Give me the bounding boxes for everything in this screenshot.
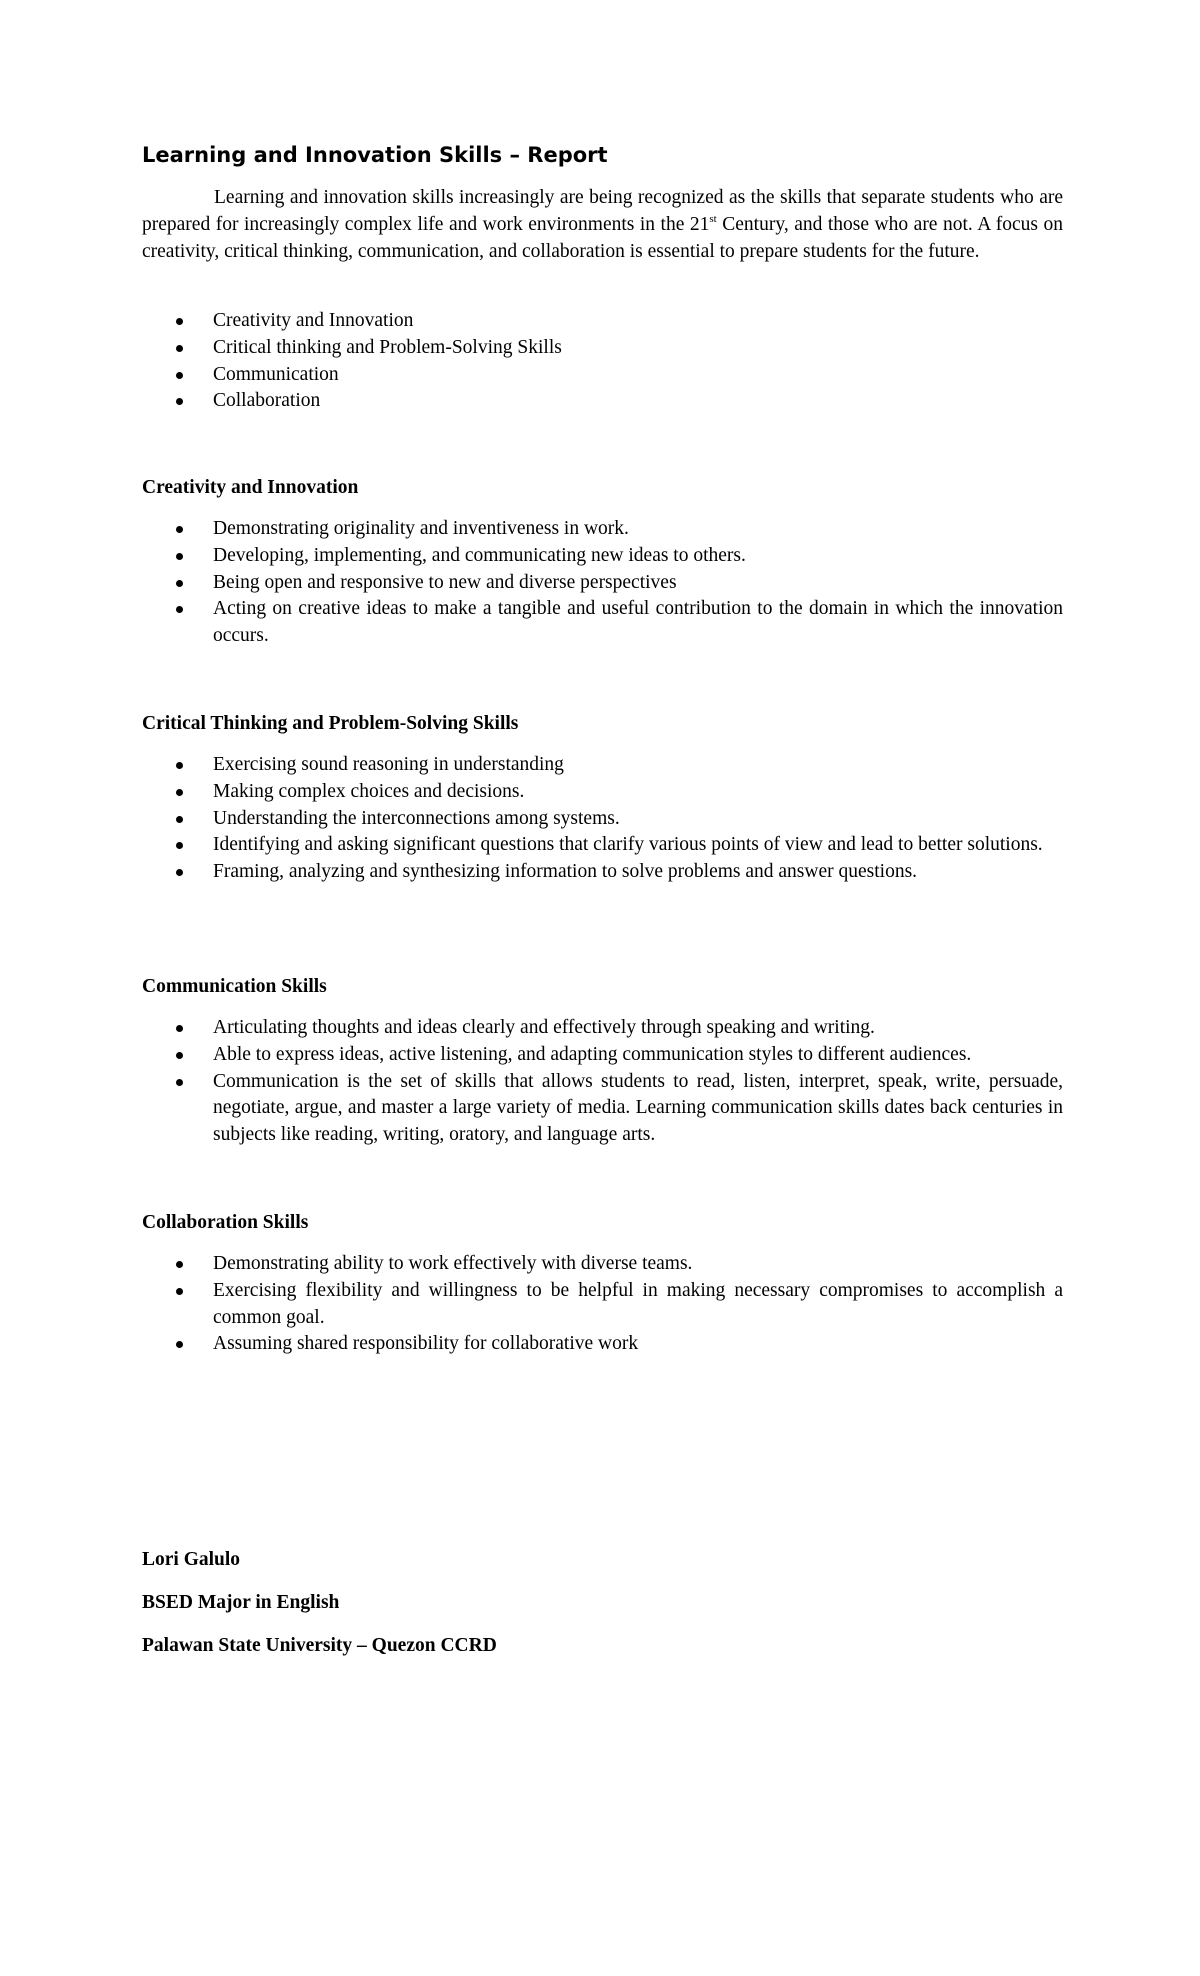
critical-thinking-list xyxy=(142,752,1063,886)
list-item: Understanding the interconnections among systems. xyxy=(142,806,1063,833)
list-item: Able to express ideas, active listening, and adapting communication styles to different audiences. xyxy=(142,1042,1063,1069)
section-heading-communication: Communication Skills xyxy=(142,976,327,997)
bullet-icon xyxy=(176,869,183,876)
list-item: Developing, implementing, and communicating new ideas to others. xyxy=(142,543,1063,570)
list-item: Exercising flexibility and willingness to be helpful in making necessary compromises to accomplish a common goal. xyxy=(142,1278,1063,1332)
bullet-icon xyxy=(176,372,183,379)
bullet-icon xyxy=(176,1341,183,1348)
bullet-icon xyxy=(176,606,183,613)
bullet-icon xyxy=(176,1025,183,1032)
bullet-icon xyxy=(176,842,183,849)
bullet-icon xyxy=(176,1079,183,1086)
section-heading-critical-thinking: Critical Thinking and Problem-Solving Skills xyxy=(142,713,519,734)
intro-paragraph xyxy=(142,185,1063,265)
section-heading-collaboration: Collaboration Skills xyxy=(142,1212,309,1233)
bullet-icon xyxy=(176,398,183,405)
intro-text-start: Learning and innovation skills increasingly are being recognized as the skills that separate students who are prepared for increasingly complex life and work environments in the 21 xyxy=(142,187,1063,235)
bullet-icon xyxy=(176,580,183,587)
creativity-list xyxy=(142,516,1063,650)
communication-list xyxy=(142,1015,1063,1149)
list-item: Collaboration xyxy=(142,388,1063,415)
list-item: Being open and responsive to new and diverse perspectives xyxy=(142,570,1063,597)
bullet-icon xyxy=(176,1288,183,1295)
list-item: Communication is the set of skills that allows students to read, listen, interpret, speak, write, persuade, negotiate, argue, and master a large variety of media. Learning communication skills dates back centuries in subjects like reading, writing, oratory, and language arts. xyxy=(142,1069,1063,1149)
overview-list xyxy=(142,308,1063,415)
list-item: Demonstrating ability to work effectively with diverse teams. xyxy=(142,1251,1063,1278)
bullet-icon xyxy=(176,816,183,823)
author-name: Lori Galulo xyxy=(142,1549,241,1570)
ordinal-suffix: st xyxy=(709,212,717,225)
list-item: Creativity and Innovation xyxy=(142,308,1063,335)
bullet-icon xyxy=(176,762,183,769)
document-title: Learning and Innovation Skills – Report xyxy=(142,143,608,167)
section-heading-creativity: Creativity and Innovation xyxy=(142,477,359,498)
list-item: Assuming shared responsibility for collaborative work xyxy=(142,1331,1063,1358)
author-school: Palawan State University – Quezon CCRD xyxy=(142,1635,497,1656)
list-item: Critical thinking and Problem-Solving Skills xyxy=(142,335,1063,362)
bullet-icon xyxy=(176,345,183,352)
list-item: Communication xyxy=(142,362,1063,389)
list-item: Demonstrating originality and inventiveness in work. xyxy=(142,516,1063,543)
bullet-icon xyxy=(176,526,183,533)
bullet-icon xyxy=(176,1261,183,1268)
bullet-icon xyxy=(176,318,183,325)
list-item: Identifying and asking significant questions that clarify various points of view and lead to better solutions. xyxy=(142,832,1063,859)
list-item: Articulating thoughts and ideas clearly and effectively through speaking and writing. xyxy=(142,1015,1063,1042)
author-program: BSED Major in English xyxy=(142,1592,340,1613)
list-item: Exercising sound reasoning in understanding xyxy=(142,752,1063,779)
list-item: Making complex choices and decisions. xyxy=(142,779,1063,806)
collaboration-list xyxy=(142,1251,1063,1358)
bullet-icon xyxy=(176,789,183,796)
bullet-icon xyxy=(176,1052,183,1059)
list-item: Acting on creative ideas to make a tangible and useful contribution to the domain in which the innovation occurs. xyxy=(142,596,1063,650)
intro-text-end: Century, and those who are not. A focus on creativity, critical thinking, communication, and collaboration is essential to prepare students for the future. xyxy=(142,213,1063,262)
bullet-icon xyxy=(176,553,183,560)
list-item: Framing, analyzing and synthesizing information to solve problems and answer questions. xyxy=(142,859,1063,886)
